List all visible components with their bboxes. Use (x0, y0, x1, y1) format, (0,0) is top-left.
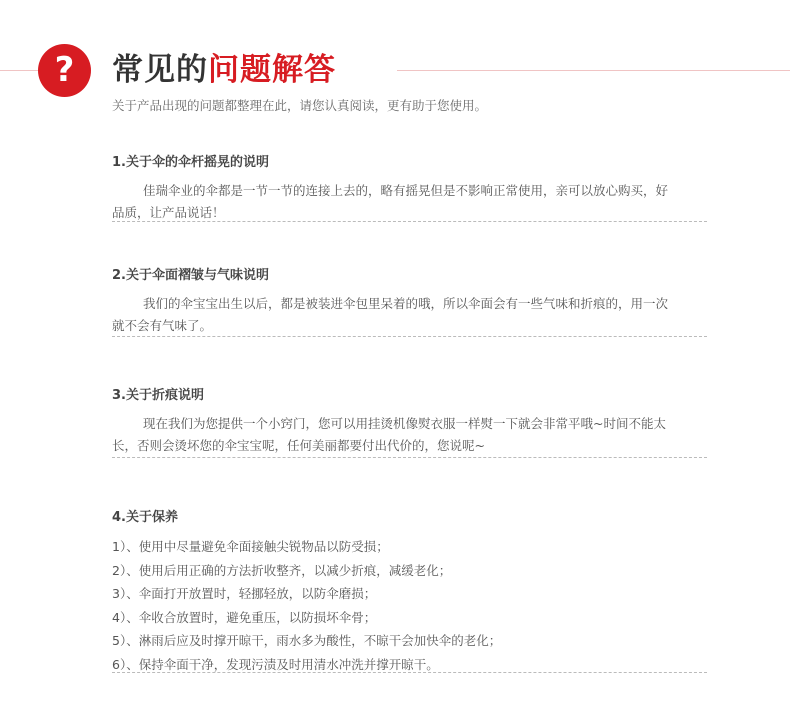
page-title (112, 44, 336, 89)
section-crease (112, 384, 707, 457)
list-item: 5）、淋雨后应及时撑开晾干，雨水多为酸性，不晾干会加快伞的老化； (112, 633, 502, 649)
faq-header (0, 0, 790, 120)
section-body: 现在我们为您提供一个小窍门，您可以用挂烫机像熨衣服一样熨一下就会非常平哦~时间不能太长，否则会烫坏您的伞宝宝呢，任何美丽都要付出代价的，您说呢~ (112, 416, 666, 453)
section-divider (112, 672, 707, 673)
question-icon: ? (38, 44, 91, 97)
section-divider (112, 336, 707, 337)
section-divider (112, 221, 707, 222)
list-item: 1）、使用中尽量避免伞面接触尖锐物品以防受损； (112, 539, 389, 554)
header-divider-right (397, 70, 790, 71)
section-title: 4.关于保养 (112, 510, 178, 525)
title-plain: 常见的 (112, 52, 208, 88)
section-maintenance (112, 506, 707, 677)
list-item: 4）、伞收合放置时，避免重压，以防损坏伞骨； (112, 609, 377, 625)
section-title: 1.关于伞的伞杆摇晃的说明 (112, 155, 269, 170)
section-wrinkle-odor (112, 264, 707, 337)
maintenance-list (112, 535, 707, 677)
section-body: 我们的伞宝宝出生以后，都是被装进伞包里呆着的哦，所以伞面会有一些气味和折痕的，用一次就不会有气味了。 (112, 296, 669, 333)
section-title: 3.关于折痕说明 (112, 388, 204, 403)
title-highlight: 问题解答 (208, 52, 336, 88)
section-body: 佳瑞伞业的伞都是一节一节的连接上去的，略有摇晃但是不影响正常使用，亲可以放心购买，好品质，让产品说话！ (112, 183, 669, 220)
section-divider (112, 457, 707, 458)
section-pole-wobble (112, 151, 707, 224)
list-item: 2）、使用后用正确的方法折收整齐，以减少折痕，减缓老化； (112, 562, 452, 578)
page-subtitle: 关于产品出现的问题都整理在此，请您认真阅读，更有助于您使用。 (112, 98, 488, 113)
list-item: 6）、保持伞面干净，发现污渍及时用清水冲洗并撑开晾干。 (112, 656, 439, 672)
header-divider-left (0, 70, 38, 71)
list-item: 3）、伞面打开放置时，轻挪轻放，以防伞磨损； (112, 586, 377, 602)
section-title: 2.关于伞面褶皱与气味说明 (112, 268, 269, 283)
